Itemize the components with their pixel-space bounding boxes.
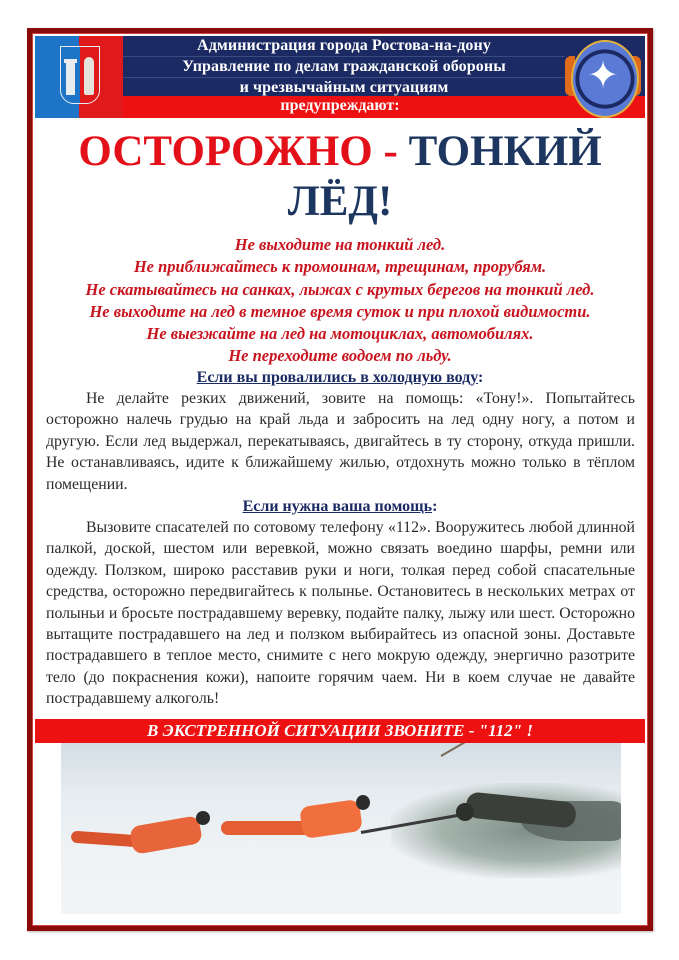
section1-heading-colon: : <box>478 369 484 386</box>
cossack-figure-icon <box>84 57 94 95</box>
page-title-line2: ЛЁД! <box>287 178 393 225</box>
rescuer-figure-1 <box>71 813 221 853</box>
rule-item: Не приближайтесь к промоинам, трещинам, прорубям. <box>133 257 547 277</box>
rule-item: Не выезжайте на лед на мотоциклах, автомобилях. <box>146 324 534 344</box>
rescue-photo <box>61 743 621 914</box>
title-part-navy: ТОНКИЙ <box>408 128 602 175</box>
section1-heading <box>35 368 645 388</box>
section2-heading-colon: : <box>432 498 438 515</box>
warn-word: предупреждают: <box>280 97 400 114</box>
title-part-red: ОСТОРОЖНО <box>78 128 373 175</box>
branch-shape <box>441 743 511 757</box>
compass-star-icon: ✦ <box>587 55 619 97</box>
header-line-1: Администрация города Ростова-на-дону <box>123 36 565 57</box>
rule-item: Не скатывайтесь на санках, лыжах с крутых берегов на тонкий лед. <box>85 279 595 299</box>
section1-text: Не делайте резких движений, зовите на помощь: «Тону!». Попытайтесь осторожно налечь грудью на край льда и забросить на лед одну ногу, а потом и другую. Если лед выдержал, перекатываясь, двигайтесь в ту сторону, откуда пришли. Не останавливаясь, идите к ближайшему жилью, отдохнуть можно только в тёплом помещении. <box>46 390 635 493</box>
tower-icon <box>66 59 75 95</box>
rule-item: Не выходите на лед в темное время суток и при плохой видимости. <box>89 301 591 321</box>
safety-rules-list <box>35 234 645 368</box>
section1-heading-text: Если вы провалились в холодную воду <box>196 369 479 386</box>
header-line-3: и чрезвычайным ситуациям <box>239 79 449 96</box>
page-title <box>35 128 645 176</box>
section2-text: Вызовите спасателей по сотовому телефону «112». Вооружитесь любой длинной палкой, доской, шестом или веревкой, можно связать воедино шарфы, ремни или одежду. Ползком, широко расставив руки и ноги, толкая перед собой спасательные средства, осторожно передвигайтесь к полынье. Остановитесь в нескольких метрах от полыньи и бросьте пострадавшему веревку, подайте палку, лыжу или шест. Осторожно вытащите пострадавшего на лед и ползком выбирайтесь из опасной зоны. Доставьте пострадавшего в теплое место, снимите с него мокрую одежду, энергично разотрите тело (до покраснения кожи), напоите горячим чаем. Ни в коем случае не давайте пострадавшему алкоголь! <box>46 519 635 708</box>
header-line-2: Управление по делам гражданской обороны <box>123 57 565 78</box>
civil-defense-emblem-icon <box>567 38 639 116</box>
section2-heading-text: Если нужна ваша помощь <box>242 498 433 515</box>
emergency-banner: В ЭКСТРЕННОЙ СИТУАЦИИ ЗВОНИТЕ - "112" ! <box>35 719 645 743</box>
rule-item: Не выходите на тонкий лед. <box>234 235 446 254</box>
victim-figure <box>456 795 596 835</box>
rule-item: Не переходите водоем по льду. <box>228 346 452 366</box>
section2-heading <box>35 497 645 517</box>
header-title-lines <box>123 36 565 96</box>
title-separator: - <box>372 128 409 175</box>
poster-inner <box>35 36 645 923</box>
poster-frame <box>27 28 653 931</box>
rescuer-figure-2 <box>211 803 401 843</box>
